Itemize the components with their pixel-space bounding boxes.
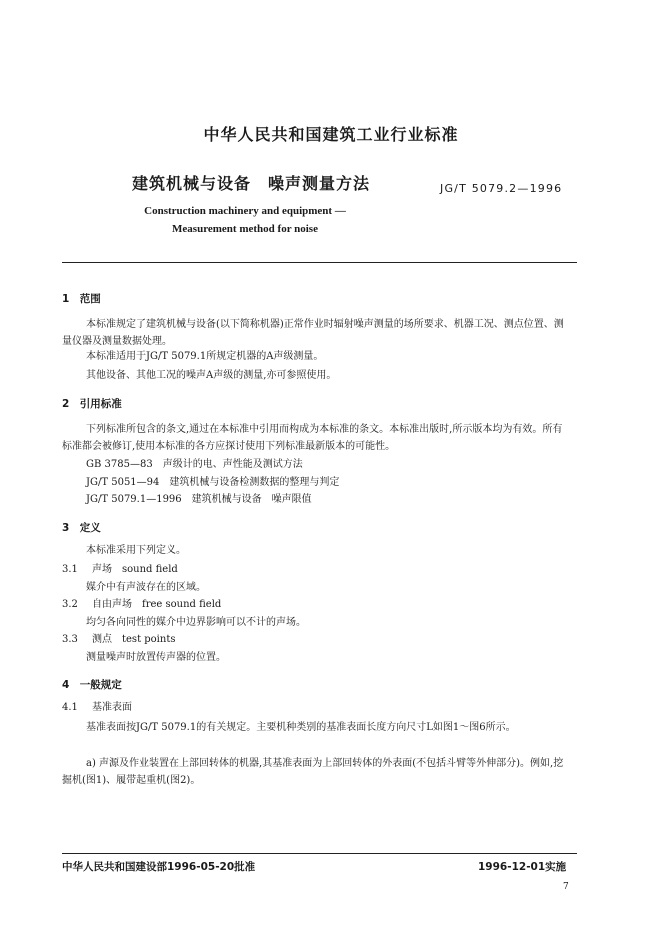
section-1-heading: 1 范围: [62, 293, 101, 305]
definition-text: 均匀各向同性的媒介中边界影响可以不计的声场。: [86, 617, 306, 628]
section-4-paragraph-1: 基准表面按JG/T 5079.1的有关规定。主要机种类别的基准表面长度方向尺寸L如图1～图6所示。: [86, 722, 516, 733]
section-4-heading: 4 一般规定: [62, 679, 122, 691]
definition-term: 测点 test points: [92, 634, 176, 645]
standard-title-en-line1: Construction machinery and equipment —: [144, 205, 346, 217]
section-3-heading: 3 定义: [62, 522, 101, 534]
page-number: 7: [563, 882, 569, 892]
subsection-number: 4.1: [62, 702, 78, 713]
reference-item: JG/T 5079.1—1996 建筑机械与设备 噪声限值: [86, 494, 312, 505]
section-3-intro: 本标准采用下列定义。: [86, 545, 186, 556]
definition-term: 自由声场 free sound field: [92, 599, 222, 610]
definition-text: 媒介中有声波存在的区域。: [86, 582, 206, 593]
section-2-heading: 2 引用标准: [62, 398, 122, 410]
definition-text: 测量噪声时放置传声器的位置。: [86, 652, 226, 663]
section-1-paragraph-3: 其他设备、其他工况的噪声A声级的测量,亦可参照使用。: [86, 370, 337, 381]
header-divider: [62, 262, 577, 263]
section-4-paragraph-2: a) 声源及作业装置在上部回转体的机器,其基准表面为上部回转体的外表面(不包括斗臂等外伸部分)。例如,挖掘机(图1)、履带起重机(图2)。: [62, 758, 564, 786]
reference-item: GB 3785—83 声级计的电、声性能及测试方法: [86, 459, 303, 470]
footer-divider: [62, 853, 577, 854]
definition-term: 声场 sound field: [92, 564, 178, 575]
approval-info: 中华人民共和国建设部1996-05-20批准: [62, 861, 256, 873]
section-1-paragraph-2: 本标准适用于JG/T 5079.1所规定机器的A声级测量。: [86, 351, 324, 362]
subsection-title: 基准表面: [92, 702, 132, 713]
definition-number: 3.3: [62, 634, 78, 645]
standard-title-en-line2: Measurement method for noise: [172, 223, 318, 235]
effective-date: 1996-12-01实施: [478, 861, 567, 873]
standard-code: JG/T 5079.2—1996: [440, 182, 563, 195]
definition-number: 3.2: [62, 599, 78, 610]
definition-number: 3.1: [62, 564, 78, 575]
section-2-paragraph-1: 下列标准所包含的条文,通过在本标准中引用而构成为本标准的条文。本标准出版时,所示版本均为有效。所有标准都会被修订,使用本标准的各方应探讨使用下列标准最新版本的可能性。: [62, 424, 563, 452]
issuing-organization: 中华人民共和国建筑工业行业标准: [203, 125, 459, 144]
reference-item: JG/T 5051—94 建筑机械与设备检测数据的整理与判定: [86, 477, 340, 488]
section-1-paragraph-1: 本标准规定了建筑机械与设备(以下简称机器)正常作业时辐射噪声测量的场所要求、机器工况、测点位置、测量仪器及测量数据处理。: [62, 319, 564, 347]
standard-title-cn: 建筑机械与设备 噪声测量方法: [132, 174, 371, 193]
